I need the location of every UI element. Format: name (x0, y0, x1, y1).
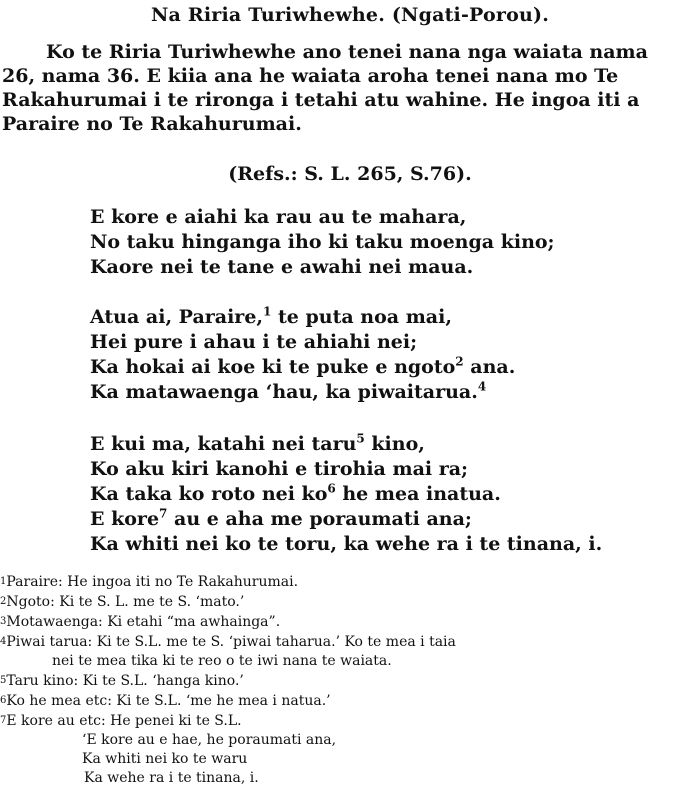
stanza-3 (90, 432, 690, 557)
footnote-continuation: nei te mea tika ki te reo o te iwi nana te waiata. (52, 653, 392, 669)
footnote-number: 3 (0, 616, 7, 627)
verse-line: E kore e aiahi ka rau au te mahara, (90, 206, 467, 228)
footnote-number: 5 (0, 675, 7, 686)
verse-line (90, 507, 690, 532)
footnote (0, 592, 700, 612)
intro-line: Paraire no Te Rakahurumai. (2, 113, 302, 135)
quoted-variant-line: Ka wehe ra i te tinana, i. (84, 770, 259, 786)
footnote-text: Motawaenga: Ki etahi “ma awhainga”. (6, 614, 281, 630)
footnote (0, 632, 700, 652)
verse-line: Ko aku kiri kanohi e tirohia mai ra; (90, 458, 469, 480)
footnote-text: Piwai tarua: Ki te S.L. me te S. ‘piwai taharua.’ Ko te mea i taia (6, 634, 456, 650)
verse-text: Ka taka ko roto nei ko (90, 483, 328, 505)
verse-text: Atua ai, Paraire, (90, 306, 264, 328)
page-title: Na Riria Turiwhewhe. (Ngati-Porou). (150, 4, 550, 26)
footnotes (0, 572, 700, 788)
footnote-text: E kore au etc: He penei ki te S.L. (6, 713, 242, 729)
verse-line (90, 305, 690, 330)
footnote-number: 4 (0, 636, 7, 647)
footnote (0, 572, 700, 592)
intro-line: Ko te Riria Turiwhewhe ano tenei nana nga waiata nama (46, 41, 648, 63)
footnote (0, 612, 700, 632)
verse-line (90, 482, 690, 507)
verse-line (90, 355, 690, 380)
verse-line: Ka whiti nei ko te toru, ka wehe ra i te tinana, i. (90, 533, 603, 555)
footnote (0, 711, 700, 731)
verse-text: Ka hokai ai koe ki te puke e ngoto (90, 356, 456, 378)
verse-line (90, 432, 690, 457)
quoted-variant-line: Ka whiti nei ko te waru (82, 751, 248, 767)
verse-text: E kore (90, 508, 160, 530)
footnote-marker: 4 (477, 379, 487, 394)
intro-line: Rakahurumai i te rironga i tetahi atu wahine. He ingoa iti a (2, 89, 640, 111)
references: (Refs.: S. L. 265, S.76). (228, 163, 472, 185)
verse-line: No taku hinganga iho ki taku moenga kino; (90, 231, 555, 253)
footnote (0, 691, 700, 711)
stanza-1 (90, 205, 690, 280)
footnote-text: Paraire: He ingoa iti no Te Rakahurumai. (6, 574, 299, 590)
intro-paragraph (2, 40, 696, 136)
quoted-variant-line: ‘E kore au e hae, he poraumati ana, (82, 732, 337, 748)
footnote-text: Ngoto: Ki te S. L. me te S. ‘mato.’ (6, 594, 245, 610)
footnote-number: 2 (0, 596, 7, 607)
footnote-marker: 1 (263, 304, 272, 319)
verse-text: ana. (463, 356, 516, 378)
footnote-marker: 6 (327, 481, 336, 496)
footnote-text: Ko he mea etc: Ki te S.L. ‘me he mea i natua.’ (6, 693, 331, 709)
verse-line: Kaore nei te tane e awahi nei maua. (90, 256, 474, 278)
intro-line: 26, nama 36. E kiia ana he waiata aroha tenei nana mo Te (2, 65, 619, 87)
verse-text: E kui ma, katahi nei taru (90, 433, 357, 455)
stanza-2 (90, 305, 690, 405)
footnote-number: 6 (0, 695, 7, 706)
footnote (0, 671, 700, 691)
verse-text: te puta noa mai, (271, 306, 452, 328)
footnote-text: Taru kino: Ki te S.L. ‘hanga kino.’ (6, 673, 244, 689)
verse-text: he mea inatua. (335, 483, 501, 505)
footnote-number: 1 (0, 576, 7, 587)
verse-line (90, 380, 690, 405)
verse-text: Ka matawaenga ‘hau, ka piwaitarua. (90, 381, 478, 403)
footnote-marker: 5 (356, 431, 365, 446)
footnote-marker: 7 (159, 506, 168, 521)
footnote-marker: 2 (455, 354, 464, 369)
verse-text: kino, (364, 433, 425, 455)
verse-line: Hei pure i ahau i te ahiahi nei; (90, 331, 418, 353)
footnote-number: 7 (0, 715, 7, 726)
verse-text: au e aha me poraumati ana; (167, 508, 472, 530)
